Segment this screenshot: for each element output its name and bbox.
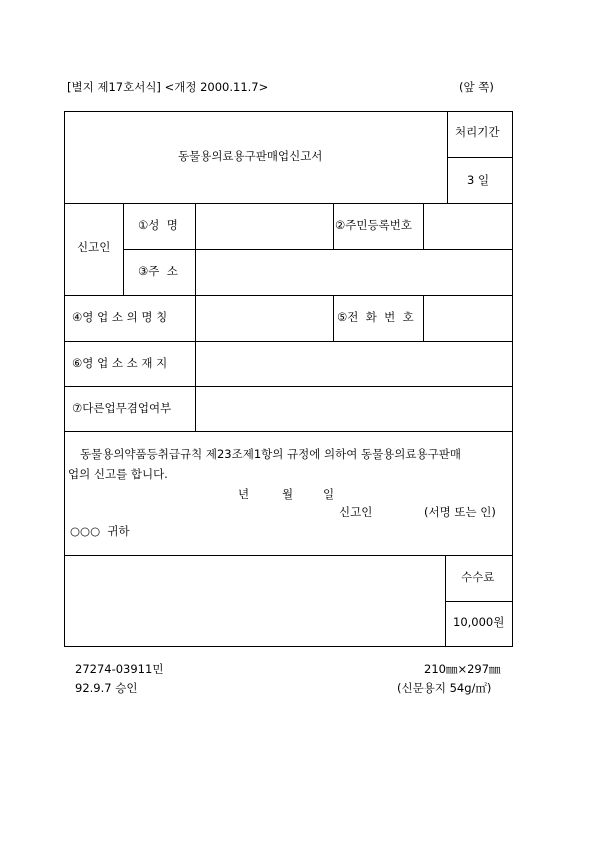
address-label: ③주 소 — [138, 264, 178, 278]
phone-label: ⑤전 화 번 호 — [337, 310, 414, 324]
business-name-label: ④영 업 소 의 명 칭 — [72, 310, 168, 324]
processing-period-value: 3 일 — [467, 173, 490, 187]
statement-line-1: 동물용의약품등취급규칙 제23조제1항의 규정에 의하여 동물용의료용구판매 — [80, 447, 461, 461]
location-label: ⑥영 업 소 소 재 지 — [72, 356, 168, 370]
signer-label: 신고인 — [339, 505, 373, 519]
approval-date: 92.9.7 승인 — [75, 681, 138, 695]
applicant-label: 신고인 — [77, 240, 111, 254]
form-title: 동물용의료용구판매업신고서 — [178, 149, 323, 163]
paper-type: (신문용지 54g/㎡) — [397, 681, 492, 695]
other-business-label: ⑦다른업무겸업여부 — [72, 401, 172, 415]
other-business-field[interactable] — [196, 387, 511, 430]
phone-field[interactable] — [424, 296, 511, 340]
processing-period-label: 처리기간 — [455, 125, 500, 139]
fee-value: 10,000원 — [453, 615, 505, 629]
form-code: 27274-03911민 — [75, 662, 164, 676]
rrn-field[interactable] — [424, 204, 511, 248]
form-id: [별지 제17호서식] <개정 2000.11.7> — [67, 80, 269, 94]
business-name-field[interactable] — [196, 296, 332, 340]
date-day: 일 — [323, 487, 335, 501]
paper-size: 210㎜×297㎜ — [424, 662, 501, 676]
office-use-area — [65, 556, 444, 645]
rrn-label: ②주민등록번호 — [335, 218, 412, 232]
page-side: (앞 쪽) — [459, 80, 494, 94]
statement-line-2: 업의 신고를 합니다. — [68, 467, 168, 481]
recipient: ○○○ 귀하 — [70, 524, 130, 538]
date-year: 년 — [238, 487, 250, 501]
name-label: ①성 명 — [138, 218, 178, 232]
date-month: 월 — [282, 487, 294, 501]
location-field[interactable] — [196, 342, 511, 385]
name-field[interactable] — [196, 204, 332, 248]
signature-note: (서명 또는 인) — [424, 505, 496, 519]
fee-label: 수수료 — [461, 570, 495, 584]
address-field[interactable] — [196, 250, 511, 294]
